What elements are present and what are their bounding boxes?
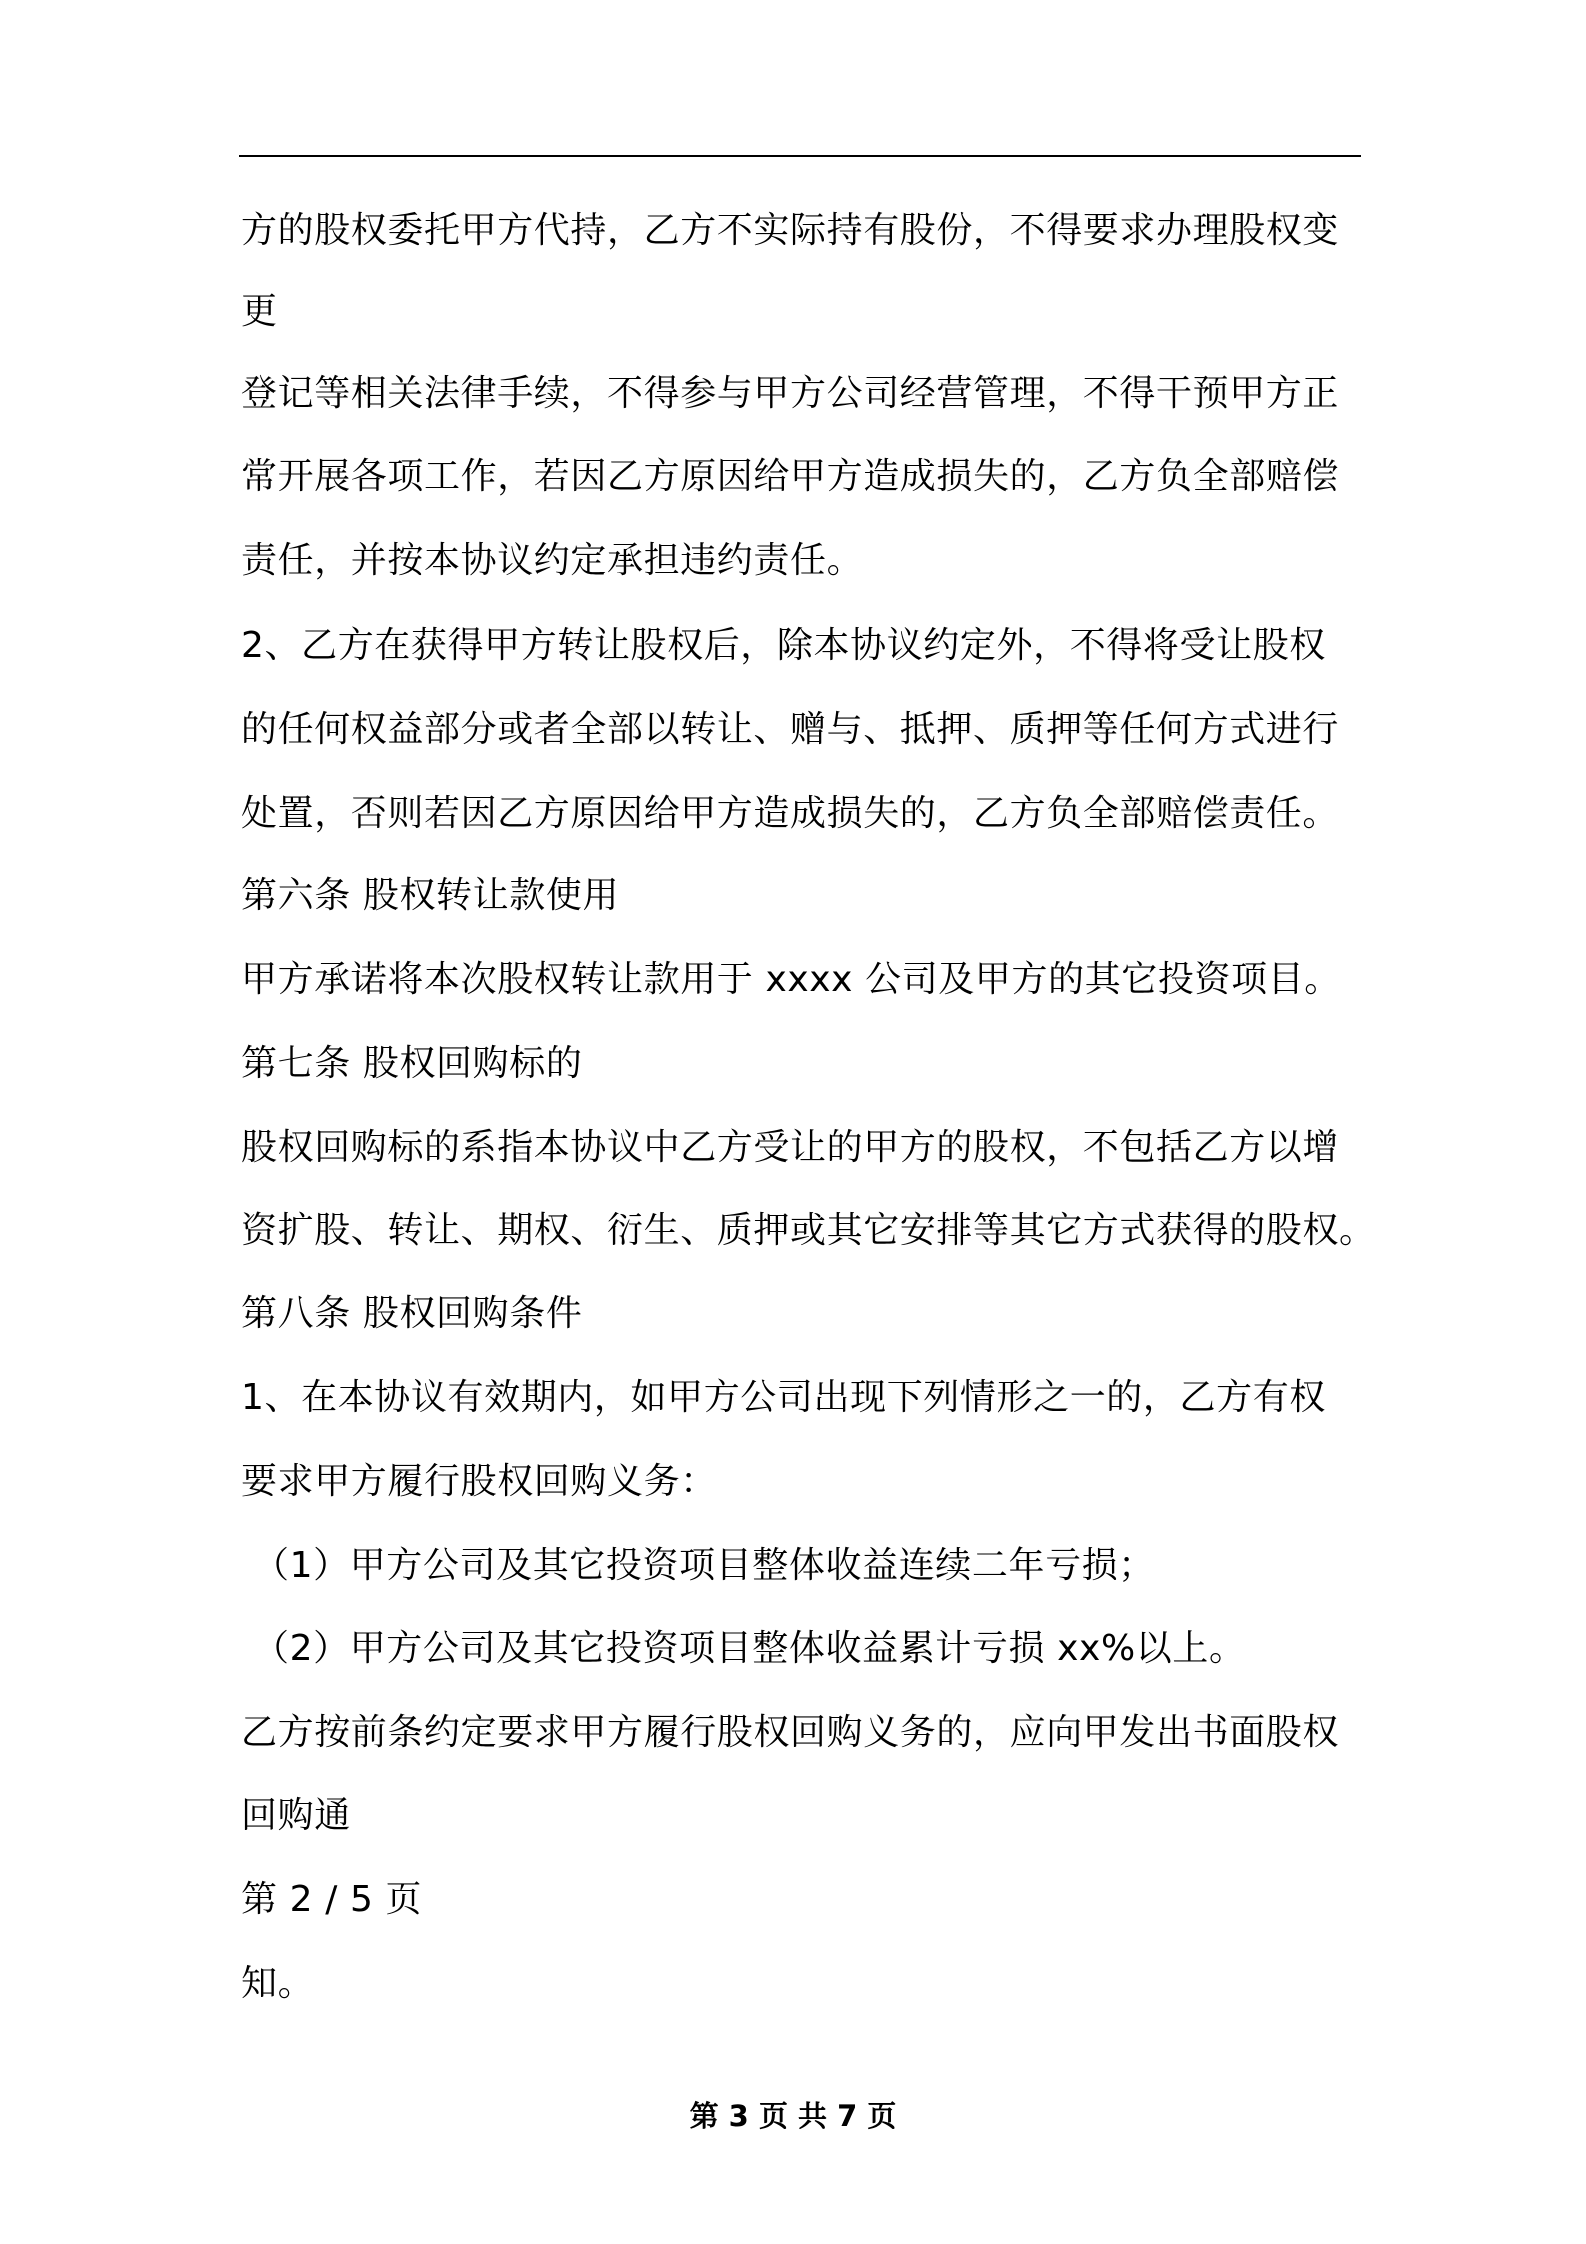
text-line: 处置，否则若因乙方原因给甲方造成损失的，乙方负全部赔偿责任。 <box>241 793 1340 834</box>
text-line: 甲方承诺将本次股权转让款用于 xxxx 公司及甲方的其它投资项目。 <box>241 959 1341 1000</box>
page-footer: 第 3 页 共 7 页 <box>689 2099 897 2133</box>
text-line: 方的股权委托甲方代持，乙方不实际持有股份，不得要求办理股权变 <box>241 210 1340 251</box>
text-line: 乙方按前条约定要求甲方履行股权回购义务的，应向甲发出书面股权 <box>241 1712 1340 1753</box>
header-divider <box>239 155 1361 157</box>
text-line: 责任，并按本协议约定承担违约责任。 <box>241 540 864 581</box>
text-line: 2、乙方在获得甲方转让股权后，除本协议约定外，不得将受让股权 <box>241 625 1326 666</box>
text-line: 回购通 <box>241 1795 351 1836</box>
section-heading: 第七条 股权回购标的 <box>241 1043 583 1084</box>
list-item: （2）甲方公司及其它投资项目整体收益累计亏损 xx%以上。 <box>253 1628 1246 1669</box>
list-item: （1）甲方公司及其它投资项目整体收益连续二年亏损； <box>253 1545 1155 1586</box>
section-heading: 第八条 股权回购条件 <box>241 1293 583 1334</box>
text-line: 更 <box>241 291 278 332</box>
text-line: 知。 <box>241 1963 315 2004</box>
text-line: 要求甲方履行股权回购义务： <box>241 1461 717 1502</box>
text-line: 股权回购标的系指本协议中乙方受让的甲方的股权，不包括乙方以增 <box>241 1127 1340 1168</box>
text-line: 登记等相关法律手续，不得参与甲方公司经营管理，不得干预甲方正 <box>241 373 1340 414</box>
text-line: 资扩股、转让、期权、衍生、质押或其它安排等其它方式获得的股权。 <box>241 1210 1376 1251</box>
text-line: 的任何权益部分或者全部以转让、赠与、抵押、质押等任何方式进行 <box>241 709 1340 750</box>
text-line: 常开展各项工作，若因乙方原因给甲方造成损失的，乙方负全部赔偿 <box>241 456 1340 497</box>
inner-page-number: 第 2 / 5 页 <box>241 1879 423 1920</box>
text-line: 1、在本协议有效期内，如甲方公司出现下列情形之一的，乙方有权 <box>241 1377 1326 1418</box>
section-heading: 第六条 股权转让款使用 <box>241 875 620 916</box>
